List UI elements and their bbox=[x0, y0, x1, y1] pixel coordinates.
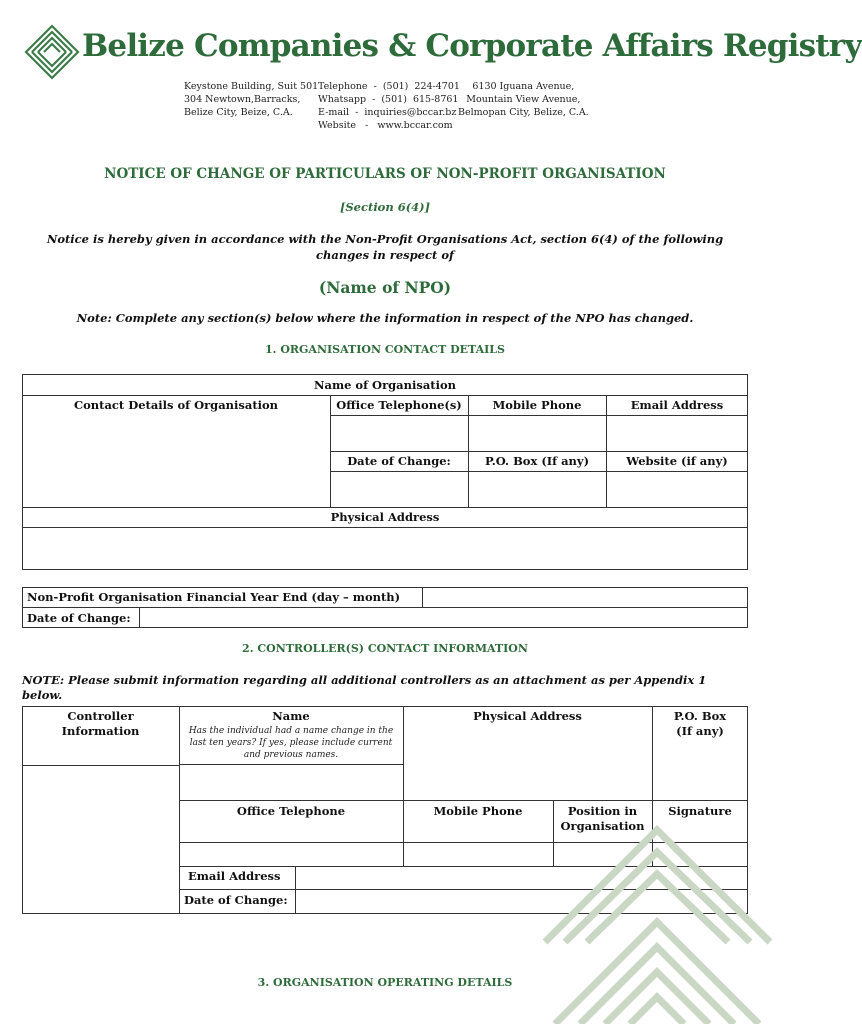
controllers-note-line-1: NOTE: Please submit information regarding all additional controllers as an attachment as per Appendix 1 bbox=[22, 673, 707, 687]
name-change-hint: Has the individual had a name change in the last ten years? If yes, please include current and previous names. bbox=[188, 726, 394, 760]
controller-information-label: Controller Information bbox=[61, 709, 140, 738]
mobile-phone-label: Mobile Phone bbox=[492, 398, 582, 412]
signature-label: Signature bbox=[668, 804, 732, 818]
controller-mobile-phone-label: Mobile Phone bbox=[433, 804, 523, 818]
section-1-heading: 1. ORGANISATION CONTACT DETAILS bbox=[265, 343, 505, 356]
controller-email-label: Email Address bbox=[188, 869, 281, 883]
registry-logo-icon bbox=[22, 22, 82, 82]
controller-physical-address-label: Physical Address bbox=[473, 709, 582, 723]
form-title: NOTICE OF CHANGE OF PARTICULARS OF NON-PROFIT ORGANISATION bbox=[104, 166, 666, 182]
registry-title: Belize Companies & Corporate Affairs Registry bbox=[82, 28, 862, 64]
contact-details-label: Contact Details of Organisation bbox=[73, 398, 279, 412]
physical-address-label: Physical Address bbox=[330, 510, 440, 524]
address-belmopan: 6130 Iguana Avenue, Mountain View Avenue, Belmopan City, Belize, C.A. bbox=[458, 81, 589, 118]
npo-name-placeholder: (Name of NPO) bbox=[318, 278, 452, 297]
office-telephone-label: Office Telephone(s) bbox=[336, 398, 462, 412]
email-address-label: Email Address bbox=[630, 398, 724, 412]
notice-line-2: changes in respect of bbox=[316, 248, 454, 262]
website-label: Website (if any) bbox=[626, 454, 728, 468]
logo-watermark-icon bbox=[545, 822, 770, 1024]
address-keystone: Keystone Building, Suit 501 304 Newtown,Barracks, Belize City, Beize, C.A. bbox=[184, 81, 319, 118]
contact-details: Telephone - (501) 224-4701 Whatsapp - (501) 615-8761 E-mail - inquiries@bccar.bz Website - www.bccar.com bbox=[318, 81, 460, 131]
controller-office-telephone-label: Office Telephone bbox=[236, 804, 346, 818]
date-of-change-label: Date of Change: bbox=[347, 454, 451, 468]
controllers-note-line-2: below. bbox=[22, 688, 63, 702]
completion-note: Note: Complete any section(s) below where the information in respect of the NPO has changed. bbox=[76, 311, 694, 325]
controllers-note bbox=[22, 673, 752, 703]
controller-po-box-label: P.O. Box (If any) bbox=[673, 709, 727, 738]
section-reference: [Section 6(4)] bbox=[339, 200, 431, 214]
controller-date-of-change-label: Date of Change: bbox=[184, 893, 288, 907]
financial-year-end-label: Non-Profit Organisation Financial Year End (day – month) bbox=[27, 590, 401, 604]
fye-date-of-change-label: Date of Change: bbox=[27, 611, 131, 625]
notice-line-1: Notice is hereby given in accordance with the Non-Profit Organisations Act, section 6(4) of the following bbox=[46, 232, 724, 246]
section-2-heading: 2. CONTROLLER(S) CONTACT INFORMATION bbox=[242, 642, 528, 655]
position-in-organisation-label: Position in Organisation bbox=[560, 804, 645, 833]
notice-paragraph bbox=[0, 231, 770, 263]
section-3-heading: 3. ORGANISATION OPERATING DETAILS bbox=[257, 976, 513, 989]
controller-name-label: Name bbox=[272, 709, 310, 723]
name-of-organisation-label: Name of Organisation bbox=[313, 378, 456, 392]
po-box-label: P.O. Box (If any) bbox=[484, 454, 590, 468]
